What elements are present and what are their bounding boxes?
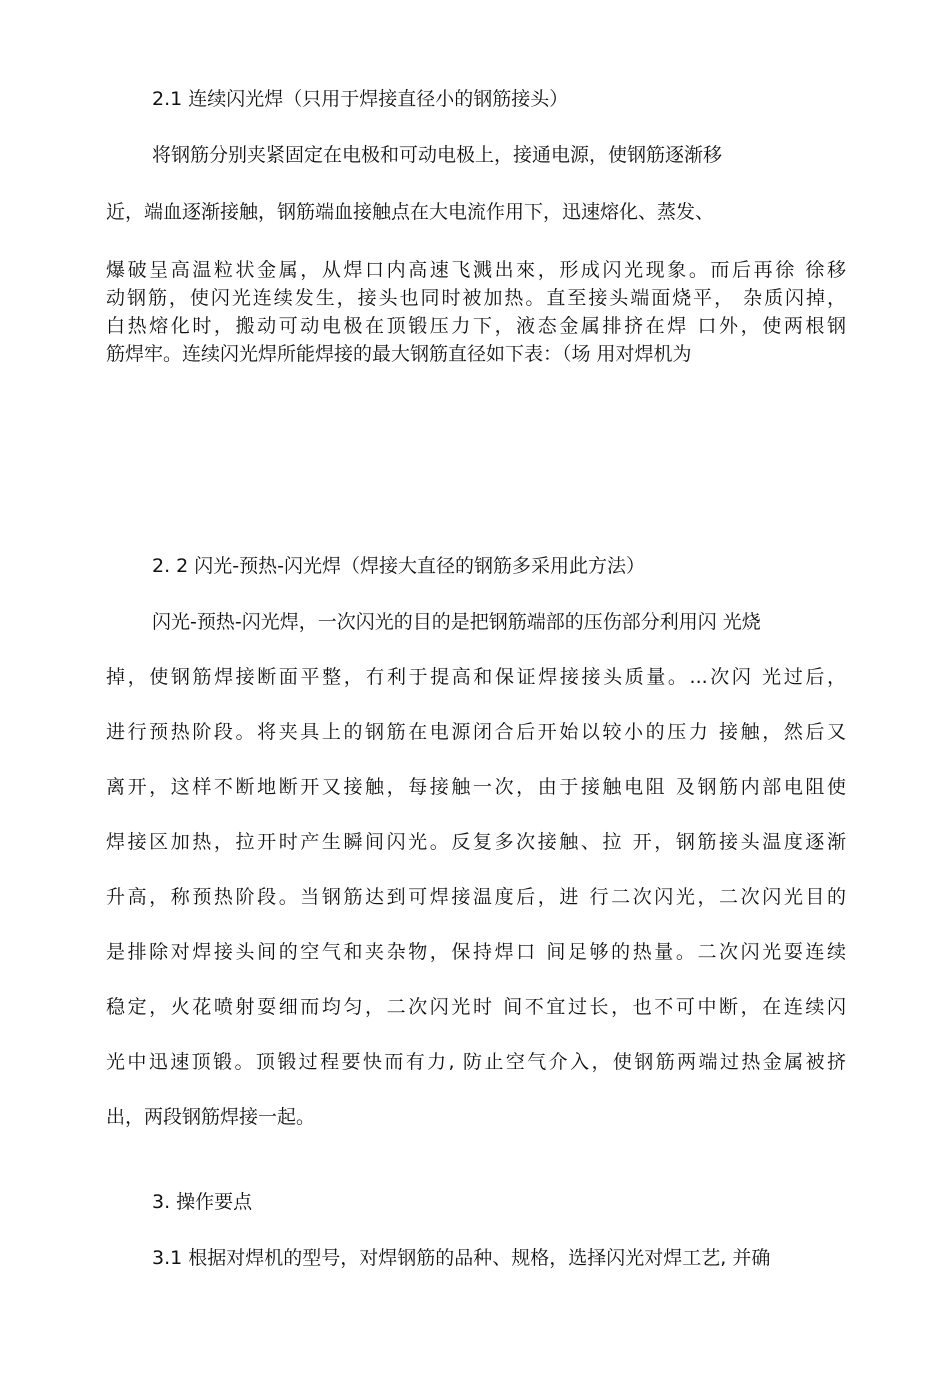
paragraph-line: 动钢筋，使闪光连续发生，接头也同时被加热。直至接头端面烧平， 杂质闪掉， — [106, 287, 846, 309]
section-heading: 2.1 连续闪光焊（只用于焊接直径小的钢筋接头） — [152, 88, 569, 110]
paragraph-line: 焊接区加热，拉开时产生瞬间闪光。反复多次接触、拉 开，钢筋接头温度逐渐 — [106, 831, 846, 853]
paragraph-line: 进行预热阶段。将夹具上的钢筋在电源闭合后开始以较小的压力 接触，然后又 — [106, 721, 846, 743]
paragraph-line: 3.1 根据对焊机的型号，对焊钢筋的品种、规格，选择闪光对焊工艺, 并确 — [152, 1247, 771, 1269]
paragraph-line: 出，两段钢筋焊接一起。 — [106, 1106, 316, 1128]
section-heading: 2. 2 闪光-预热-闪光焊（焊接大直径的钢筋多采用此方法） — [152, 555, 646, 577]
paragraph-line: 将钢筋分别夹紧固定在电极和可动电极上，接通电源，使钢筋逐渐移 — [152, 144, 723, 166]
paragraph-line: 爆破呈高温粒状金属，从焊口内高速飞溅出來，形成闪光现象。而后再徐 徐移 — [106, 259, 846, 281]
paragraph-line: 闪光-预热-闪光焊，一次闪光的目的是把钢筋端部的压伤部分利用闪 光烧 — [152, 611, 761, 633]
paragraph-line: 稳定，火花喷射耍细而均匀，二次闪光时 间不宜过长，也不可中断，在连续闪 — [106, 996, 846, 1018]
paragraph-line: 近，端血逐渐接触，钢筋端血接触点在大电流作用下，迅速熔化、蒸发、 — [106, 201, 715, 223]
section-heading: 3. 操作要点 — [152, 1191, 253, 1213]
paragraph-line: 离开，这样不断地断开又接触，每接触一次，由于接触电阻 及钢筋内部电阻使 — [106, 776, 846, 798]
paragraph-line: 白热熔化时，搬动可动电极在顶锻压力下，液态金属排挤在焊 口外，使两根钢 — [106, 315, 846, 337]
paragraph-line: 升高，称预热阶段。当钢筋达到可焊接温度后，进 行二次闪光，二次闪光目的 — [106, 886, 846, 908]
paragraph-line: 掉，使钢筋焊接断面平整，冇利于提高和保证焊接接头质量。...次闪 光过后， — [106, 666, 846, 688]
paragraph-line: 是排除对焊接头间的空气和夹杂物，保持焊口 间足够的热量。二次闪光耍连续 — [106, 941, 846, 963]
paragraph-line: 光中迅速顶锻。顶锻过程要快而有力, 防止空气介入，使钢筋两端过热金属被挤 — [106, 1051, 846, 1073]
paragraph-line: 筋焊牢。连续闪光焊所能焊接的最大钢筋直径如下表：（场 用对焊机为 — [106, 343, 692, 365]
